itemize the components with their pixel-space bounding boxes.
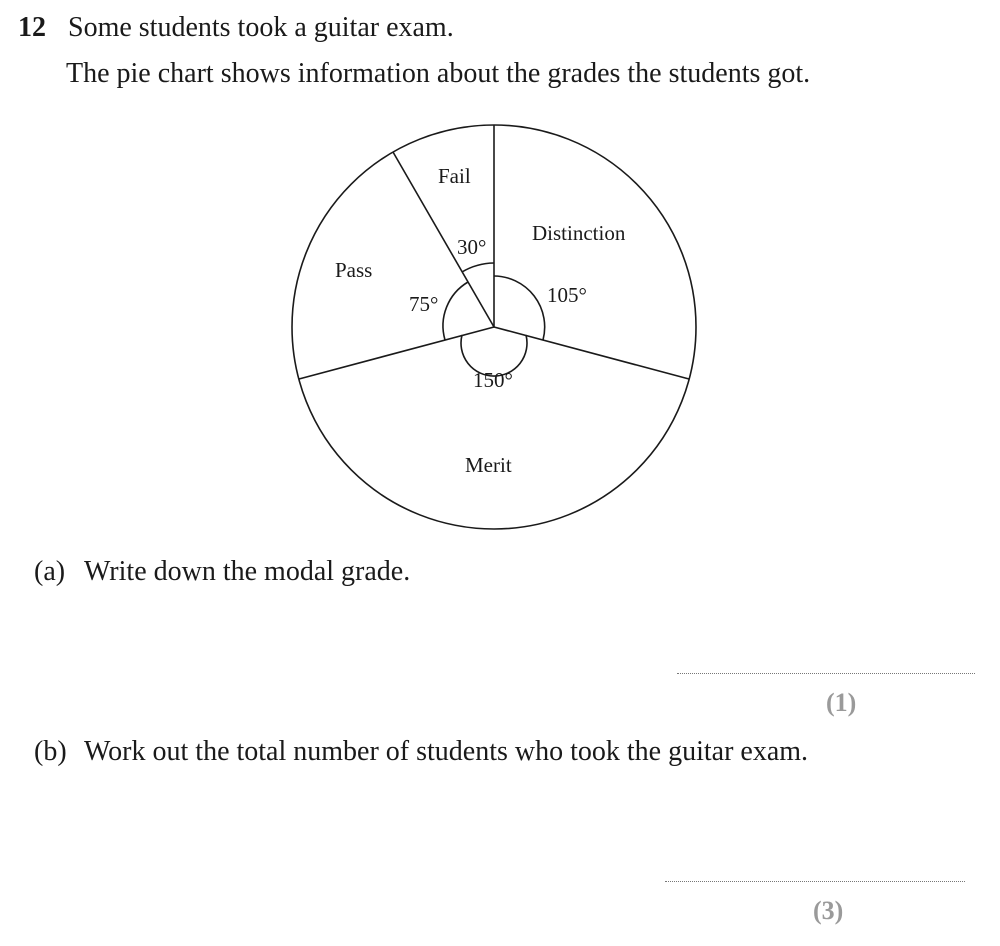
slice-label-pass: Pass (335, 258, 373, 282)
boundary-distinction-merit (494, 327, 689, 379)
angle-arc-distinction (494, 276, 545, 340)
question-number: 12 (18, 12, 46, 43)
part-a-answer-line[interactable] (677, 673, 975, 674)
part-b (34, 736, 808, 768)
part-a-marks: (1) (826, 688, 857, 717)
boundary-pass-merit (299, 327, 494, 379)
angle-arc-pass (443, 282, 468, 340)
part-b-marks: (3) (813, 896, 844, 925)
part-b-text: Work out the total number of students who took the guitar exam. (84, 736, 809, 767)
angle-label-merit: 150° (473, 368, 513, 392)
slice-label-distinction: Distinction (532, 221, 626, 245)
part-a-label: (a) (34, 556, 66, 587)
angle-label-distinction: 105° (547, 283, 587, 307)
angle-label-fail: 30° (457, 235, 487, 259)
angle-arc-fail (462, 263, 494, 272)
question-stem-line-2: The pie chart shows information about the grades the students got. (66, 58, 811, 89)
angle-label-pass: 75° (409, 292, 439, 316)
part-a-text: Write down the modal grade. (84, 556, 411, 587)
slice-label-fail: Fail (438, 164, 471, 188)
part-a (34, 556, 410, 588)
part-b-answer-line[interactable] (665, 881, 965, 882)
part-b-label: (b) (34, 736, 67, 767)
question-stem-line-1: Some students took a guitar exam. (68, 12, 454, 43)
slice-label-merit: Merit (465, 453, 512, 477)
